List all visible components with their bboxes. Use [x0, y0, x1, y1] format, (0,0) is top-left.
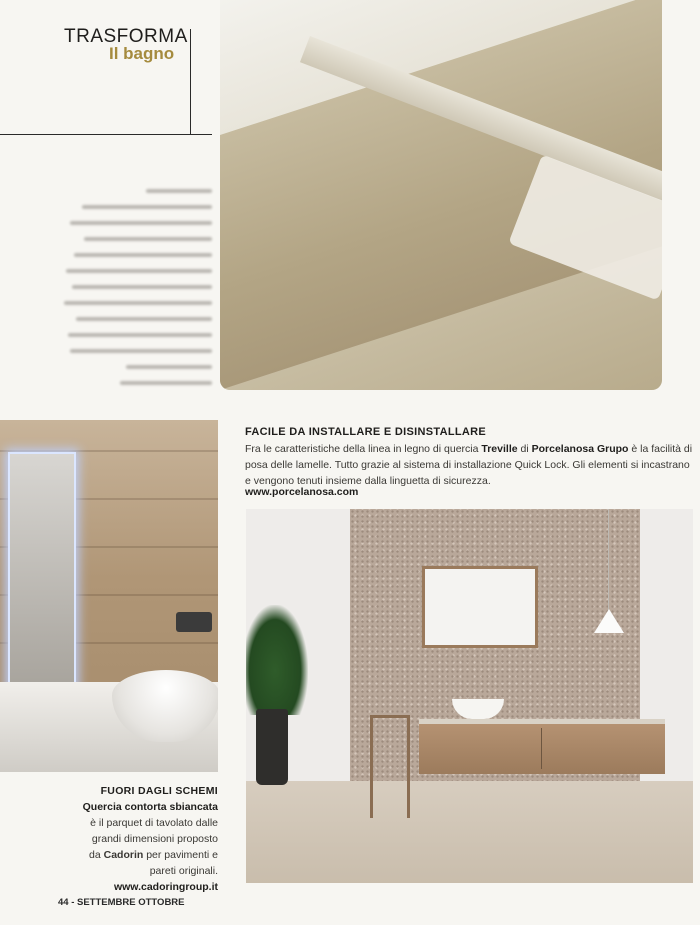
- caption-link[interactable]: www.cadoringroup.it: [113, 881, 218, 893]
- caption-product: Quercia contorta sbiancata: [82, 801, 218, 813]
- article-body: Fra le caratteristiche della linea in legno di quercia Treville di Porcelanosa Grupo è la facilità di posa delle lamelle. Tutto grazie al sistema di installazione Quick Lock. Gli elementi si incastrano e vengono tenuti insieme dalla linguetta di sicurezza.: [245, 443, 693, 487]
- caption-body: è il parquet di tavolato dalle grandi dimensioni proposto da Cadorin per pavimenti e pareti originali.: [89, 817, 218, 877]
- framed-mirror: [422, 566, 538, 648]
- wooden-vanity: [419, 719, 665, 774]
- brand-porcelanosa: Porcelanosa Grupo: [531, 443, 629, 455]
- article-link[interactable]: www.porcelanosa.com: [245, 486, 359, 498]
- header-divider-horizontal: [0, 134, 212, 135]
- potted-plant: [246, 605, 308, 715]
- towel-rack: [370, 715, 410, 818]
- blurred-text-column: [60, 185, 212, 390]
- page-folio: 44 - SETTEMBRE OTTOBRE: [58, 897, 185, 908]
- article-heading: FACILE DA INSTALLARE E DISINSTALLARE: [245, 426, 486, 438]
- header-divider-vertical: [190, 29, 191, 135]
- photo-mosaic-bathroom: [246, 509, 693, 883]
- backlit-mirror: [8, 452, 76, 692]
- photo-caption: [78, 783, 218, 895]
- brand-cadorin: Cadorin: [103, 849, 144, 861]
- section-title: TRASFORMA: [64, 26, 188, 47]
- brand-treville: Treville: [481, 443, 518, 455]
- photo-sink-detail: [220, 0, 662, 390]
- section-subtitle: Il bagno: [109, 44, 175, 63]
- caption-heading: FUORI DAGLI SCHEMI: [100, 785, 218, 797]
- photo-wood-wall-bathroom: [0, 420, 218, 772]
- wall-tap: [176, 612, 212, 632]
